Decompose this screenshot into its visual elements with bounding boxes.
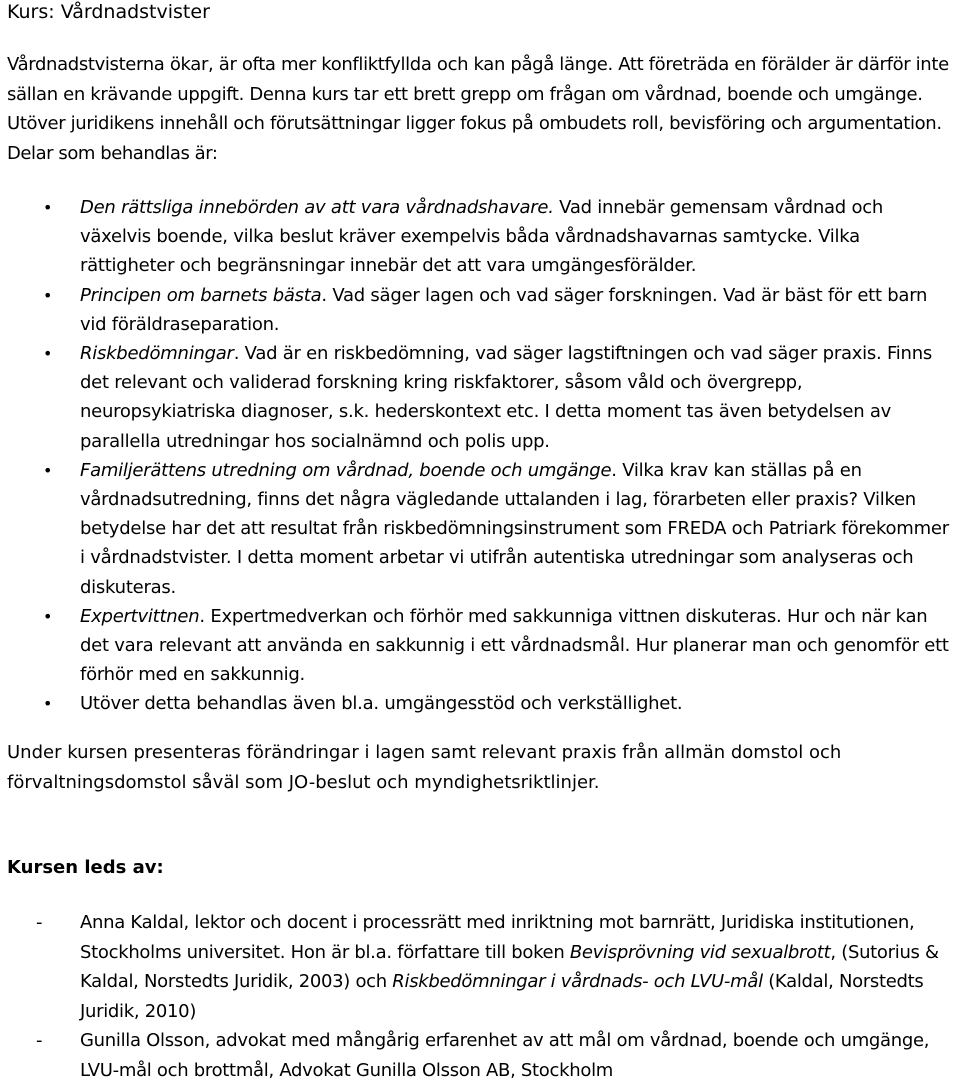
topic-title: Riskbedömningar bbox=[80, 343, 234, 365]
bullet-icon: • bbox=[43, 606, 53, 626]
bullet-icon: • bbox=[43, 285, 53, 305]
bullet-icon: • bbox=[43, 344, 53, 364]
dash-marker: - bbox=[36, 1030, 43, 1051]
topic-text: . Vad säger lagen och vad säger forskningen. Vad är bäst för ett barn vid föräldraseparation. bbox=[80, 284, 928, 335]
closing-paragraph: Under kursen presenteras förändringar i lagen samt relevant praxis från allmän domstol och förvaltningsdomstol såväl som JO-beslut och myndighetsriktlinjer. bbox=[7, 742, 842, 793]
topic-text: . Vilka krav kan ställas på en vårdnadsutredning, finns det några vägledande uttalanden i lag, förarbeten eller praxis? Vilken betydelse har det att resultat från riskbedömningsinstrument som FREDA och Patriark förekommer i vårdnadstvister. I detta moment arbetar vi utifrån autentiska utredningar som analyseras och diskuteras. bbox=[80, 459, 949, 598]
leaders-list bbox=[0, 908, 958, 1085]
list-item bbox=[0, 1026, 958, 1085]
book-title: Riskbedömningar i vårdnads- och LVU-mål bbox=[392, 971, 763, 992]
bullet-icon: • bbox=[43, 460, 53, 480]
list-item bbox=[0, 339, 958, 456]
list-item bbox=[0, 908, 958, 1026]
intro-paragraph bbox=[7, 50, 955, 168]
topics-list bbox=[0, 193, 958, 719]
page-title: Kurs: Vårdnadstvister bbox=[7, 1, 210, 23]
bullet-icon: • bbox=[43, 694, 53, 714]
leader-text: Gunilla Olsson, advokat med mångårig erfarenhet av att mål om vårdnad, boende och umgänge, LVU-mål och brottmål, Advokat Gunilla Olsson AB, Stockholm bbox=[80, 1030, 930, 1081]
leader-text: Anna Kaldal, lektor och docent i processrätt med inriktning mot barnrätt, Juridiska institutionen, Stockholms universitet. Hon är bl.a. författare till boken bbox=[80, 912, 915, 963]
list-item bbox=[0, 193, 958, 281]
topic-text: Vad innebär gemensam vårdnad och växelvis boende, vilka beslut kräver exempelvis båda vårdnadshavarnas samtycke. Vilka rättigheter och begränsningar innebär det att vara umgängesförälder. bbox=[80, 197, 884, 277]
list-item bbox=[0, 602, 958, 690]
intro-text: Vårdnadstvisterna ökar, är ofta mer konfliktfyllda och kan pågå länge. Att företräda en förälder är därför inte sällan en krävande uppgift. Denna kurs tar ett brett grepp om frågan om vårdnad, boende och umgänge. Utöver juridikens innehåll och förutsättningar ligger fokus på ombudets roll, bevisföring och argumentation. bbox=[7, 54, 949, 134]
list-item bbox=[0, 456, 958, 602]
list-item bbox=[0, 281, 958, 339]
intro-lead-in: Delar som behandlas är: bbox=[7, 142, 218, 164]
leader-text: (Kaldal, Norstedts Juridik, 2010) bbox=[80, 971, 924, 1022]
bullet-icon: • bbox=[43, 198, 53, 217]
leader-text: , (Sutorius & Kaldal, Norstedts Juridik, 2003) och bbox=[80, 941, 939, 992]
topic-text: . Vad är en riskbedömning, vad säger lagstiftningen och vad säger praxis. Finns det relevant och validerad forskning kring riskfaktorer, såsom våld och övergrepp, neuropsykiatriska diagnoser, s.k. hederskontext etc. I detta moment tas även betydelsen av parallella utredningar hos socialnämnd och polis upp. bbox=[80, 343, 932, 452]
list-item bbox=[0, 689, 958, 718]
topic-title: Familjerättens utredning om vårdnad, boende och umgänge bbox=[80, 459, 612, 481]
topic-text: . Expertmedverkan och förhör med sakkunniga vittnen diskuteras. Hur och när kan det vara relevant att använda en sakkunnig i ett vårdnadsmål. Hur planerar man och genomför ett förhör med en sakkunnig. bbox=[80, 605, 949, 686]
topic-title: Den rättsliga innebörden av att vara vårdnadshavare. bbox=[80, 197, 554, 218]
topic-title: Expertvittnen bbox=[80, 605, 200, 627]
dash-marker: - bbox=[36, 912, 43, 933]
topic-title: Principen om barnets bästa bbox=[80, 284, 322, 306]
topic-text: Utöver detta behandlas även bl.a. umgängesstöd och verkställighet. bbox=[80, 693, 683, 715]
leaders-heading: Kursen leds av: bbox=[7, 857, 164, 878]
book-title: Bevisprövning vid sexualbrott bbox=[569, 941, 831, 963]
